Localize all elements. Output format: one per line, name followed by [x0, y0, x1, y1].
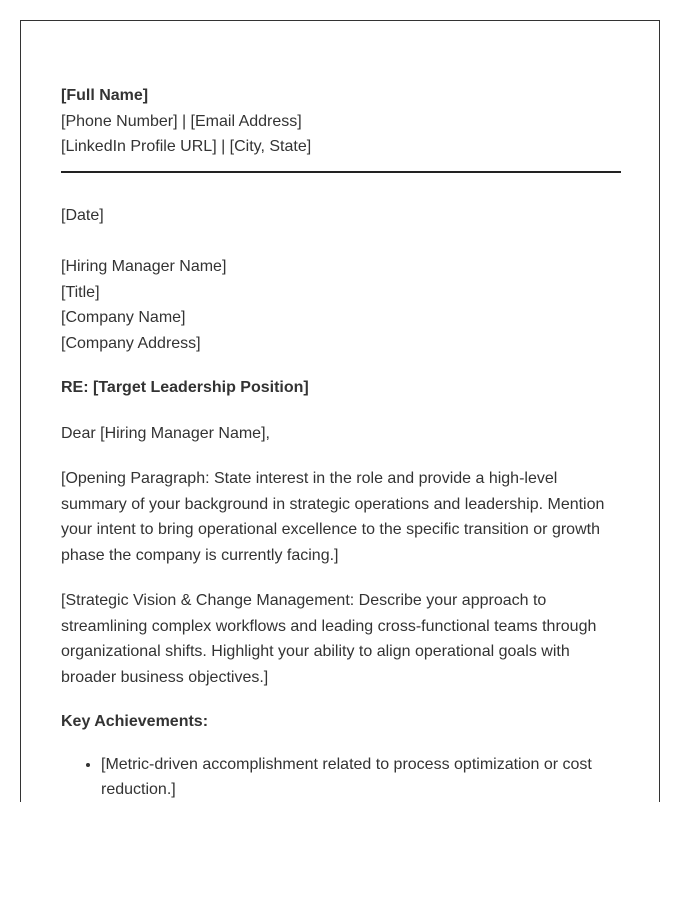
- cover-letter-body: [61, 83, 621, 802]
- opening-paragraph: [Opening Paragraph: State interest in the role and provide a high-level summary of your background in strategic operations and leadership. Mention your intent to bring operational excellence to the specific transition or growth phase the company is currently facing.]: [61, 470, 605, 564]
- recipient-block: [61, 254, 621, 356]
- letter-date: [Date]: [61, 206, 104, 224]
- applicant-linkedin-location-line: [LinkedIn Profile URL] | [City, State]: [61, 138, 312, 155]
- applicant-contact-line: [Phone Number] | [Email Address]: [61, 112, 302, 130]
- applicant-full-name: [Full Name]: [61, 87, 149, 104]
- recipient-company: [Company Name]: [61, 309, 186, 326]
- recipient-address: [Company Address]: [61, 334, 201, 352]
- key-achievements-heading: Key Achievements:: [61, 713, 209, 730]
- recipient-name: [Hiring Manager Name]: [61, 258, 227, 275]
- achievement-item: • [Metric-driven accomplishment related to process optimization or cost reduction.]: [101, 752, 621, 803]
- key-achievements-list: [61, 752, 621, 803]
- letter-header: [61, 83, 621, 160]
- salutation: Dear [Hiring Manager Name],: [61, 424, 270, 442]
- document-page: [20, 20, 660, 802]
- re-line: RE: [Target Leadership Position]: [61, 379, 309, 396]
- header-divider: [61, 171, 621, 173]
- strategic-vision-paragraph: [Strategic Vision & Change Management: Describe your approach to streamlining complex workflows and leading cross-functional teams through organizational shifts. Highlight your ability to align operational goals with broader business objectives.]: [61, 592, 597, 686]
- recipient-title: [Title]: [61, 283, 100, 301]
